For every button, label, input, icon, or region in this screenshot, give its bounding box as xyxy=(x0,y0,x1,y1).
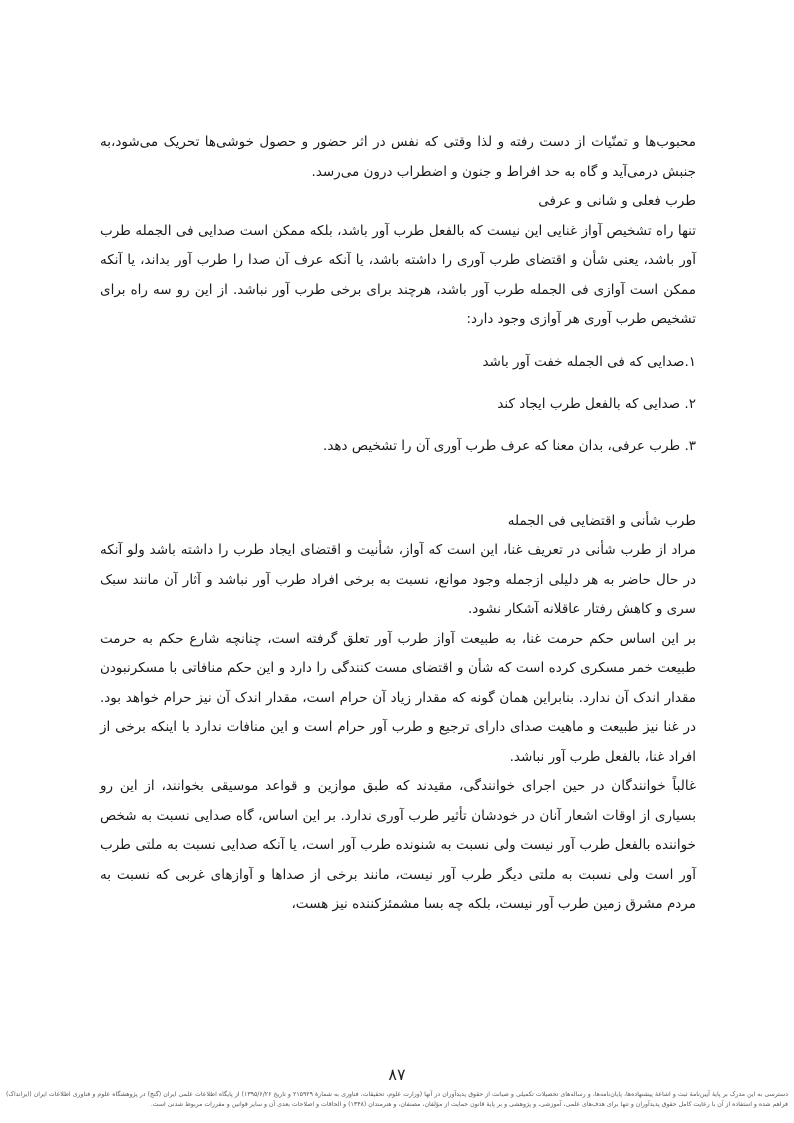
section2-paragraph-3: غالباً خوانندگان در حین اجرای خوانندگی، مقیدند که طبق موازین و قواعد موسیقی بخوانند، از این رو بسیاری از اوقات اشعار آنان در خودشان تأثیر طرب آوری ندارد. بر این اساس، گاه صدایی نسبت به شخص خواننده بالفعل طرب آور نیست ولی نسبت به شنونده طرب آور است، یا آنکه صدایی نسبت به ملتی طرب آور است ولی نسبت به ملتی دیگر طرب آور نیست، مانند برخی از صداها و آوازهای غربی که نسبت به مردم مشرق زمین طرب آور نیست، بلکه چه بسا مشمئزکننده نیز هست، xyxy=(100,778,696,912)
criteria-list xyxy=(100,341,696,467)
section-heading-2: طرب شأنی و اقتضایی فی الجمله xyxy=(507,512,696,529)
section2-paragraph-1: مراد از طرب شأنی در تعریف غنا، این است که آواز، شأنیت و اقتضای ایجاد طرب را داشته باشد ولو آنکه در حال حاضر به هر دلیلی ازجمله وجود موانع، نسبت به برخی افراد طرب آور نباشد و آثار آن مانند سبک سری و کاهش رفتار عاقلانه آشکار نشود. xyxy=(100,542,696,617)
section2-paragraph-2: بر این اساس حکم حرمت غنا، به طبیعت آواز طرب آور تعلق گرفته است، چنانچه شارع حکم به حرمت طبیعت خمر مسکری کرده است که شأن و اقتضای مست کنندگی را دارد و این حکم منافاتی با مسکرنبودن مقدار اندک آن ندارد. بنابراین همان گونه که مقدار زیاد آن حرام است، مقدار اندک آن نیز حرام خواهد بود. در غنا نیز طبیعت و ماهیت صدای دارای ترجیع و طرب آور حرام است و این منافات ندارد با اینکه برخی از افراد غنا، بالفعل طرب آور نباشد. xyxy=(100,630,696,765)
section1-paragraph: تنها راه تشخیص آواز غنایی این نیست که بالفعل طرب آور باشد، بلکه ممکن است صدایی فی الجمله طرب آور باشد، یعنی شأن و اقتضای طرب آوری را داشته باشد، یا آنکه عرف آن صدا را طرب آور بداند، یا آنکه ممکن است آوازی فی الجمله طرب آور باشد، هرچند برای برخی طرب آور نباشد. از این رو سه راه برای تشخیص طرب آوری هر آوازی وجود دارد: xyxy=(100,222,696,327)
section-heading-1: طرب فعلی و شانی و عرفی xyxy=(538,193,696,209)
document-body xyxy=(100,128,696,920)
list-item: ۲. صدایی که بالفعل طرب ایجاد کند xyxy=(497,395,696,412)
intro-paragraph: محبوب‌ها و تمنّیات از دست رفته و لذا وقتی که نفس در اثر حضور و حصول خوشی‌ها تحریک می‌شود،به جنبش درمی‌آید و گاه به حد افراط و جنون و اضطراب درون می‌رسد. xyxy=(100,134,696,180)
list-item: ۳. طرب عرفی، بدان معنا که عرف طرب آوری آن را تشخیص دهد. xyxy=(323,437,696,454)
page-number: ۸۷ xyxy=(388,1065,406,1084)
footer-notice: دسترسی به این مدرک بر پایهٔ آیین‌نامهٔ ثبت و اشاعهٔ پیشنهاده‌ها، پایان‌نامه‌ها، و رساله‌های تحصیلات تکمیلی و صیانت از حقوق پدیدآوران در آنها (وزارت علوم، تحقیقات، فناوری به شمارهٔ ۲۱۵۹۲۹ و تاریخ ۱۳۹۵/۶/۲۶) از پایگاه اطلاعات علمی ایران (گنج) در پژوهشگاه علوم و فناوری اطلاعات ایران (ایرانداک) فراهم شده و استفاده از آن با رعایت کامل حقوق پدیدآوران و تنها برای هدف‌های علمی، آموزشی، و پژوهشی و بر پایهٔ قانون حمایت از مؤلفان، مصنفان، و هنرمندان (۱۳۴۸) و الحاقات و اصلاحات بعدی آن و سایر قوانین و مقررات مربوط شدنی است. xyxy=(6,1091,788,1108)
list-item: ۱.صدایی که فی الجمله خفت آور باشد xyxy=(482,353,696,370)
